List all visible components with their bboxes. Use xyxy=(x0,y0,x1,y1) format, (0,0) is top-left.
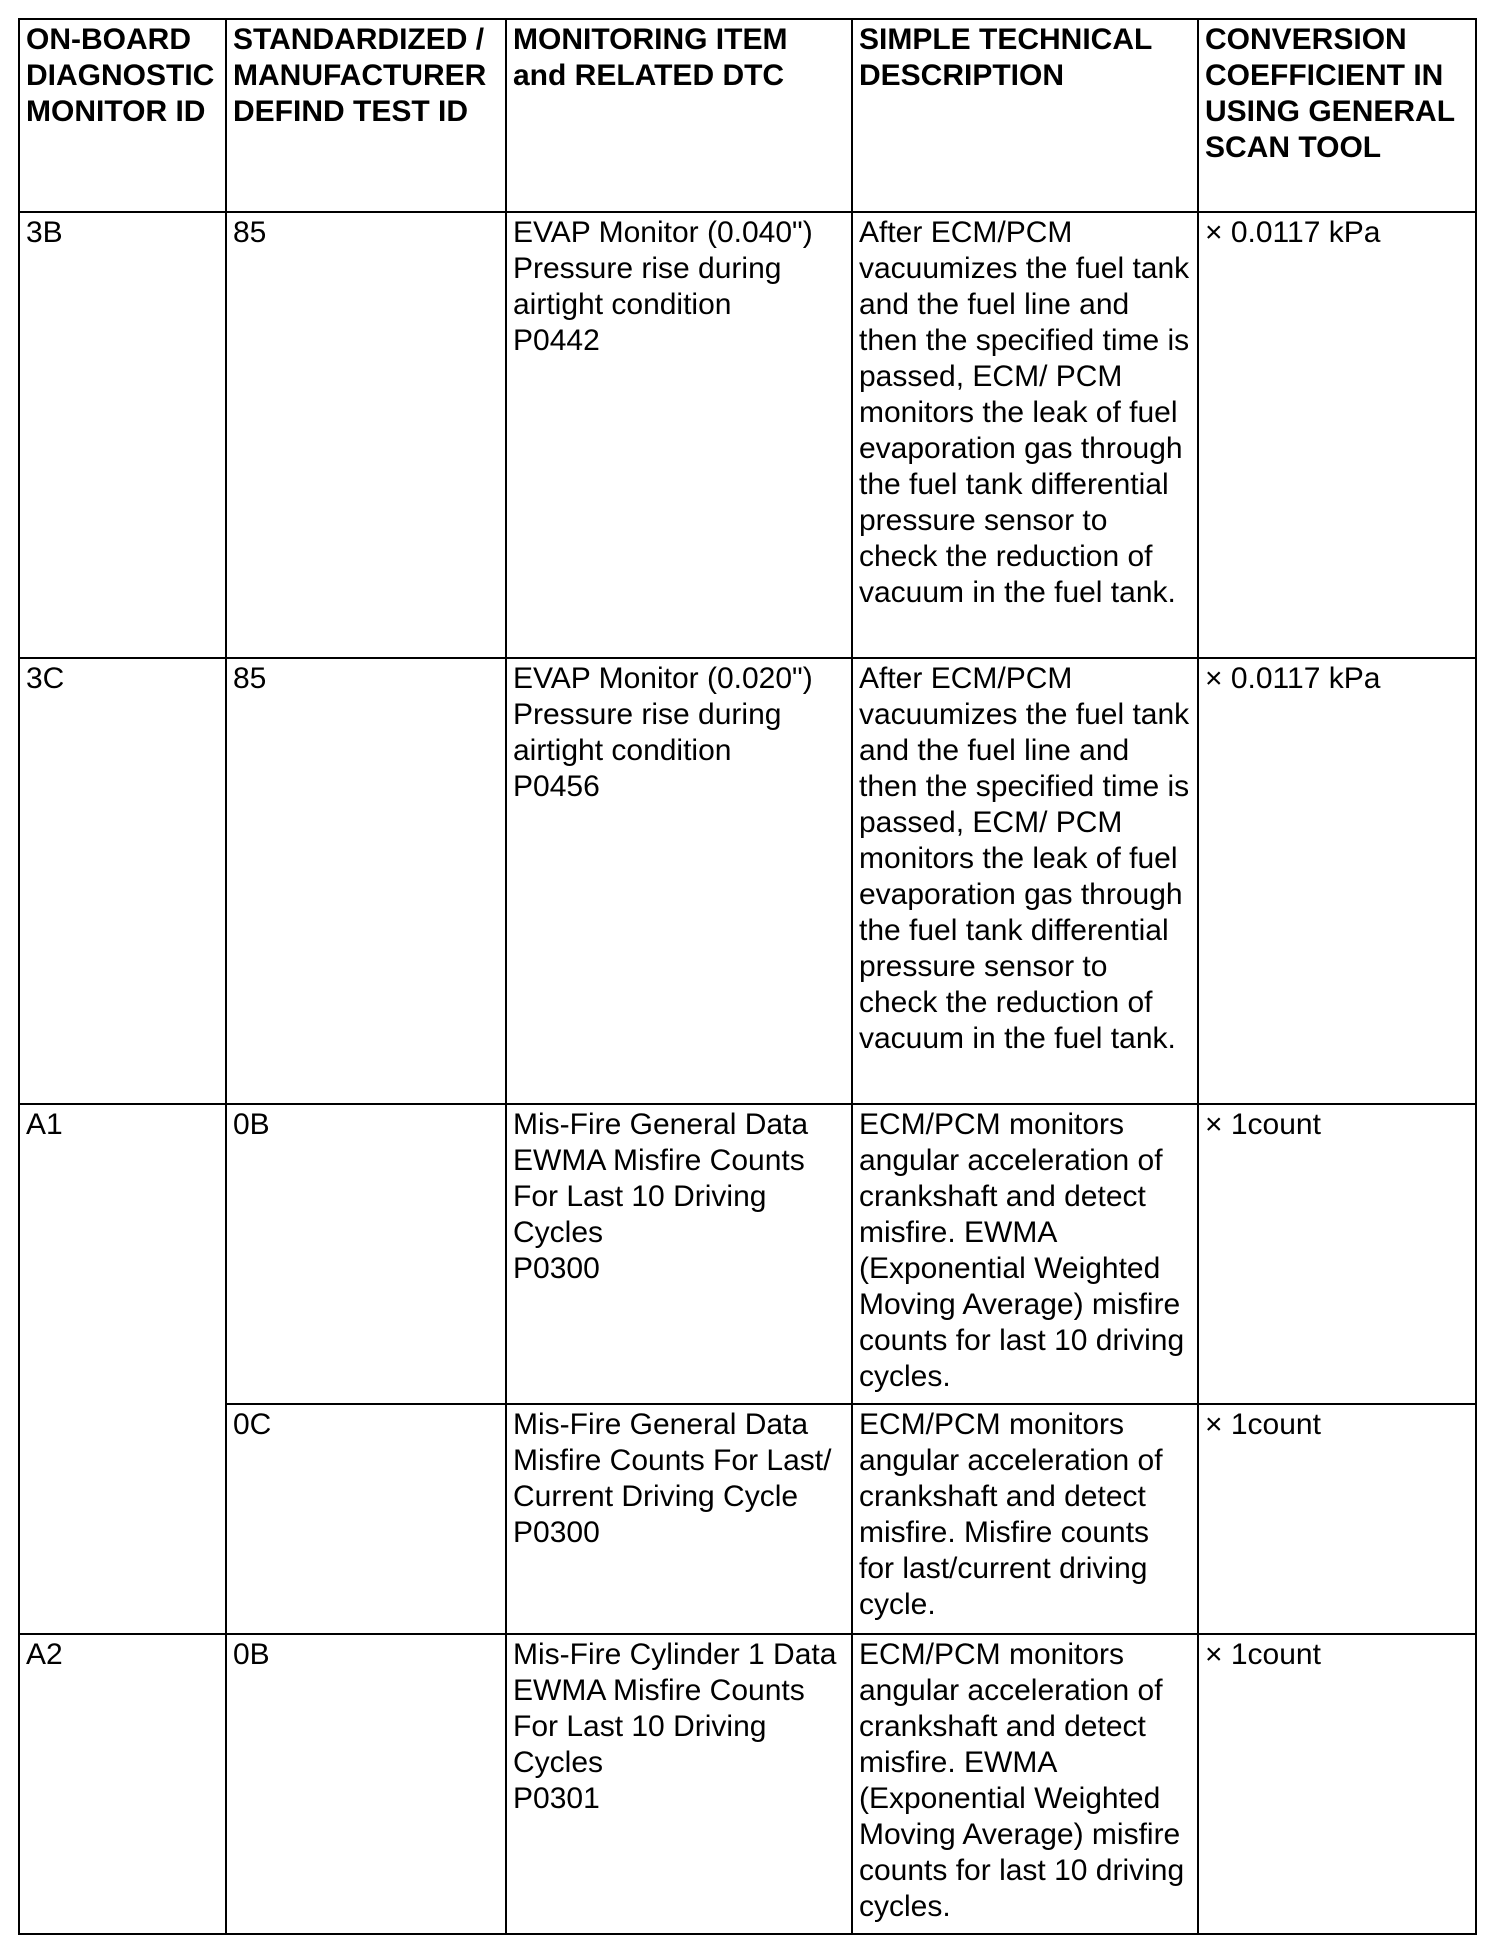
monitor-id-cell: A1 xyxy=(19,1104,226,1634)
monitoring-item-name: Mis-Fire Cylinder 1 Data EWMA Misfire Counts For Last 10 Driving Cycles xyxy=(513,1638,837,1779)
test-id-cell: 0B xyxy=(226,1634,506,1934)
obd-monitor-table xyxy=(18,18,1477,1935)
conversion-cell: × 1count xyxy=(1198,1634,1476,1934)
conversion-cell: × 1count xyxy=(1198,1104,1476,1404)
dtc-code: P0300 xyxy=(513,1252,600,1285)
monitor-id-cell: 3C xyxy=(19,658,226,1104)
table-row xyxy=(19,658,1476,1104)
dtc-code: P0301 xyxy=(513,1782,600,1815)
monitoring-item-cell xyxy=(506,658,852,1104)
header-monitor-id: ON-BOARD DIAGNOSTIC MONITOR ID xyxy=(19,19,226,212)
monitoring-item-name: EVAP Monitor (0.040") Pressure rise during airtight condition xyxy=(513,216,813,321)
description-cell: ECM/PCM monitors angular acceleration of crankshaft and detect misfire. EWMA (Exponential Weighted Moving Average) misfire counts for last 10 driving cycles. xyxy=(852,1104,1198,1404)
header-conversion: CONVERSION COEFFICIENT IN USING GENERAL SCAN TOOL xyxy=(1198,19,1476,212)
dtc-code: P0456 xyxy=(513,770,600,803)
description-cell: After ECM/PCM vacuumizes the fuel tank and the fuel line and then the specified time is passed, ECM/ PCM monitors the leak of fuel evaporation gas through the fuel tank differential pressure sensor to check the reduction of vacuum in the fuel tank. xyxy=(852,658,1198,1104)
monitoring-item-cell xyxy=(506,1634,852,1934)
header-description: SIMPLE TECHNICAL DESCRIPTION xyxy=(852,19,1198,212)
monitor-id-cell: 3B xyxy=(19,212,226,658)
test-id-cell: 85 xyxy=(226,212,506,658)
table-row xyxy=(19,212,1476,658)
description-cell: After ECM/PCM vacuumizes the fuel tank and the fuel line and then the specified time is passed, ECM/ PCM monitors the leak of fuel evaporation gas through the fuel tank differential pressure sensor to check the reduction of vacuum in the fuel tank. xyxy=(852,212,1198,658)
table-row xyxy=(19,1634,1476,1934)
monitoring-item-cell xyxy=(506,1104,852,1404)
header-row xyxy=(19,19,1476,212)
test-id-cell: 85 xyxy=(226,658,506,1104)
table-row xyxy=(19,1404,1476,1634)
test-id-cell: 0B xyxy=(226,1104,506,1404)
conversion-cell: × 0.0117 kPa xyxy=(1198,212,1476,658)
header-monitoring-item: MONITORING ITEM and RELATED DTC xyxy=(506,19,852,212)
test-id-cell: 0C xyxy=(226,1404,506,1634)
dtc-code: P0300 xyxy=(513,1516,600,1549)
description-cell: ECM/PCM monitors angular acceleration of crankshaft and detect misfire. EWMA (Exponential Weighted Moving Average) misfire counts for last 10 driving cycles. xyxy=(852,1634,1198,1934)
monitoring-item-name: Mis-Fire General Data EWMA Misfire Counts For Last 10 Driving Cycles xyxy=(513,1108,809,1249)
conversion-cell: × 0.0117 kPa xyxy=(1198,658,1476,1104)
table-row xyxy=(19,1104,1476,1404)
header-test-id: STANDARDIZED / MANUFACTURER DEFIND TEST ID xyxy=(226,19,506,212)
description-cell: ECM/PCM monitors angular acceleration of crankshaft and detect misfire. Misfire counts for last/current driving cycle. xyxy=(852,1404,1198,1634)
monitoring-item-cell xyxy=(506,1404,852,1634)
monitor-id-cell: A2 xyxy=(19,1634,226,1934)
monitoring-item-name: Mis-Fire General Data Misfire Counts For Last/ Current Driving Cycle xyxy=(513,1408,832,1513)
monitoring-item-cell xyxy=(506,212,852,658)
monitoring-item-name: EVAP Monitor (0.020") Pressure rise during airtight condition xyxy=(513,662,813,767)
dtc-code: P0442 xyxy=(513,324,600,357)
conversion-cell: × 1count xyxy=(1198,1404,1476,1634)
